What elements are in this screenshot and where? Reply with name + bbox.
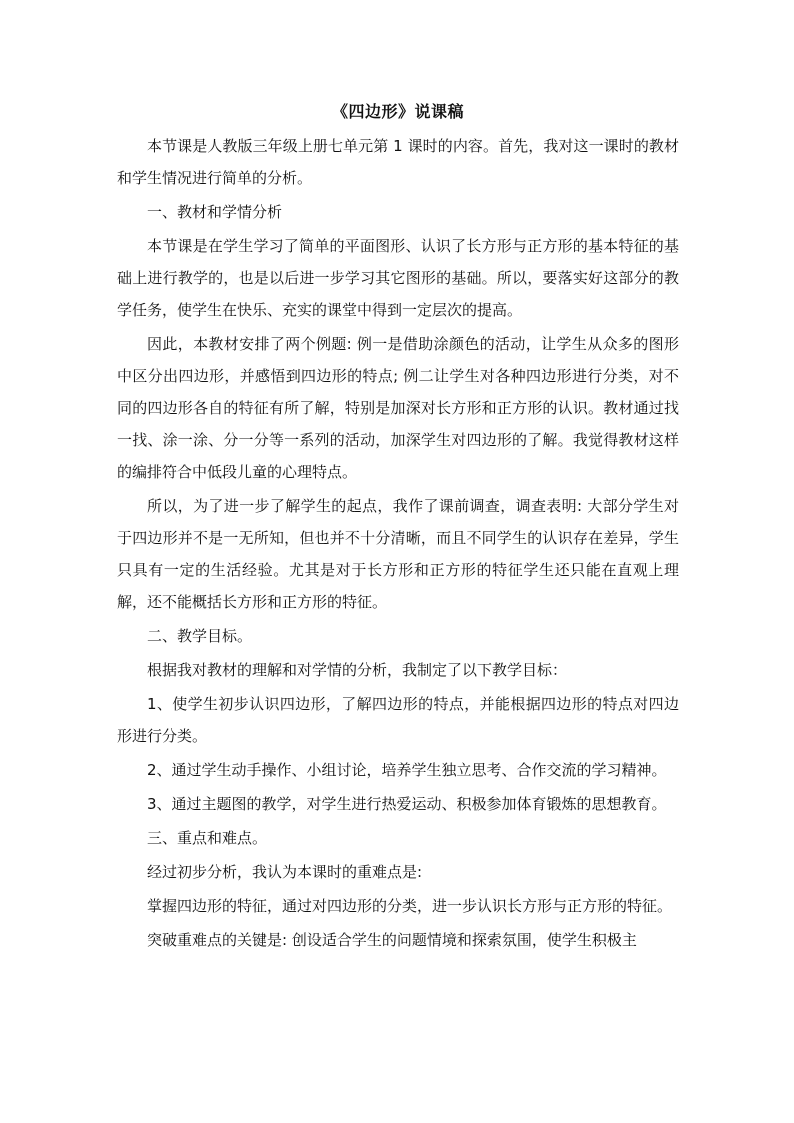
document-page [117, 96, 679, 956]
section-heading-2: 二、教学目标。 [147, 627, 253, 645]
paragraph-key-points: 掌握四边形的特征，通过对四边形的分类，进一步认识长方形与正方形的特征。 [147, 897, 673, 915]
section-heading-3: 三、重点和难点。 [147, 829, 268, 847]
paragraph-goals-intro: 根据我对教材的理解和对学情的分析，我制定了以下教学目标： [147, 661, 568, 679]
paragraph-intro: 本节课是人教版三年级上册七单元第 1 课时的内容。首先，我对这一课时的教材和学生情况进行简单的分析。 [117, 137, 679, 187]
document-title: 《四边形》说课稿 [331, 102, 464, 121]
paragraph-student-survey: 所以，为了进一步了解学生的起点，我作了课前调查，调查表明: 大部分学生对于四边形并不是一无所知，但也并不十分清晰，而且不同学生的认识存在差异，学生只具有一定的生活经验。尤其是对于长方形和正方形的特征学生还只能在直观上理解，还不能概括长方形和正方形的特征。 [117, 497, 679, 611]
paragraph-breakthrough: 突破重难点的关键是: 创设适合学生的问题情境和探索氛围，使学生积极主 [147, 931, 637, 949]
section-heading-1: 一、教材和学情分析 [147, 203, 283, 221]
paragraph-examples: 因此，本教材安排了两个例题: 例一是借助涂颜色的活动，让学生从众多的图形中区分出四边形，并感悟到四边形的特点; 例二让学生对各种四边形进行分类，对不同的四边形各自的特征有所了解，特别是加深对长方形和正方形的认识。教材通过找一找、涂一涂、分一分等一系列的活动，加深学生对四边形的了解。我觉得教材这样的编排符合中低段儿童的心理特点。 [117, 335, 679, 481]
goal-item-3: 3、通过主题图的教学，对学生进行热爱运动、积极参加体育锻炼的思想教育。 [147, 795, 667, 813]
paragraph-key-points-intro: 经过初步分析，我认为本课时的重难点是: [147, 863, 423, 881]
paragraph-textbook-analysis: 本节课是在学生学习了简单的平面图形、认识了长方形与正方形的基本特征的基础上进行教学的，也是以后进一步学习其它图形的基础。所以，要落实好这部分的教学任务，使学生在快乐、充实的课堂中得到一定层次的提高。 [117, 237, 679, 319]
goal-item-1: 1、使学生初步认识四边形，了解四边形的特点，并能根据四边形的特点对四边形进行分类。 [117, 695, 679, 745]
goal-item-2: 2、通过学生动手操作、小组讨论，培养学生独立思考、合作交流的学习精神。 [147, 761, 667, 779]
